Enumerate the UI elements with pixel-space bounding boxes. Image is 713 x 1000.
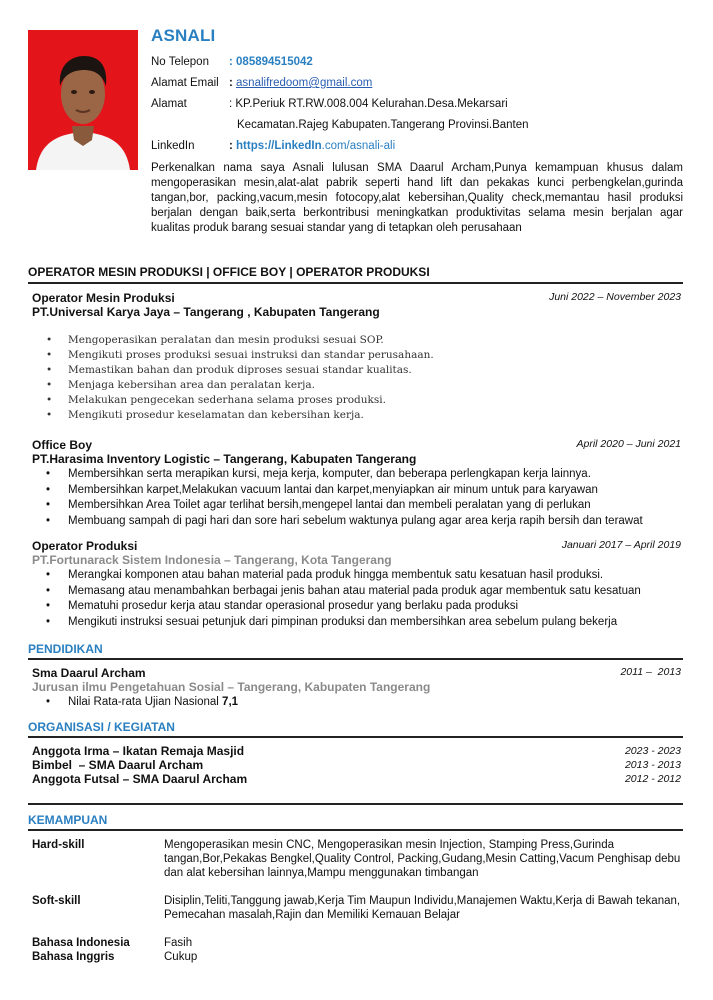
list-item: • Mengoperasikan peralatan dan mesin produksi sesuai SOP. — [46, 333, 681, 348]
soft-skill-label: Soft-skill — [32, 895, 81, 907]
linkedin-link[interactable] — [236, 140, 395, 152]
organization-divider — [28, 736, 683, 738]
organization-title: Anggota Futsal – SMA Daarul Archam — [32, 772, 248, 786]
profile-photo — [28, 30, 138, 170]
organization-title: Anggota Irma – Ikatan Remaja Masjid — [32, 744, 245, 758]
list-item: • Melakukan pengecekan sederhana selama proses produksi. — [46, 393, 681, 408]
list-item: • Mengikuti prosedur keselamatan dan kebersihan kerja. — [46, 408, 681, 423]
job-date: April 2020 – Juni 2021 — [576, 438, 681, 450]
list-item — [32, 772, 681, 786]
hard-skill-row — [32, 838, 681, 880]
soft-skill-row — [32, 894, 681, 922]
list-item: • Merangkai komponen atau bahan material pada produk hingga membentuk satu kesatuan hasil produksi. — [46, 568, 681, 584]
education-date: 2011 – 2013 — [620, 666, 681, 678]
job-title: Office Boy — [32, 438, 93, 452]
language-label: Bahasa Indonesia — [32, 937, 130, 949]
language-level: Cukup — [164, 951, 198, 963]
linkedin-colon: : — [229, 140, 237, 152]
list-item: • Membuang sampah di pagi hari dan sore hari sebelum waktunya pulang agar area kerja rapih bersih dan terawat — [46, 514, 681, 530]
grade-value: 7,1 — [222, 696, 239, 708]
profile-header — [151, 26, 683, 236]
education-heading: PENDIDIKAN — [28, 642, 103, 656]
job-title: Operator Mesin Produksi — [32, 291, 175, 305]
profile-summary: Perkenalkan nama saya Asnali lulusan SMA Daarul Archam,Punya kemampuan khusus dalam mengoperasikan mesin,alat-alat pabrik seperti hand lift dan pekakas kunci perbengkelan,gurinda tangan,bor, packing,vacum,mesin fotocopy,alat kebersihan,Quality check,memantau hasil produksi berjalan dengan baik,serta berkontribusi meningkatkan produktivitas selama mesin berjalan agar kualitas produk barang sesuai standar yang di tetapkan oleh perusahaan — [151, 162, 683, 234]
experience-divider — [28, 282, 683, 284]
skills-divider — [28, 829, 683, 831]
organization-date: 2013 - 2013 — [624, 759, 681, 771]
organization-list — [32, 744, 681, 786]
list-item — [46, 695, 681, 711]
job-date: Juni 2022 – November 2023 — [549, 291, 681, 303]
list-item: • Mematuhi prosedur kerja atau standar operasional prosedur yang berlaku pada produksi — [46, 599, 681, 615]
email-link[interactable]: asnalifredoom@gmail.com — [236, 77, 373, 89]
skills-top-divider — [28, 803, 683, 805]
list-item: • Membersihkan serta merapikan kursi, meja kerja, komputer, dan beberapa perlengkapan kerja lainnya. — [46, 467, 681, 483]
address-line-1: : KP.Periuk RT.RW.008.004 Kelurahan.Desa.Mekarsari — [229, 98, 508, 110]
education-list — [46, 695, 681, 711]
job-company: PT.Harasima Inventory Logistic – Tangerang, Kabupaten Tangerang — [32, 452, 417, 466]
address-line-2: Kecamatan.Rajeg Kabupaten.Tangerang Provinsi.Banten — [237, 119, 529, 131]
education-entry — [32, 666, 681, 711]
job-entry — [32, 291, 681, 423]
list-item: • Mengikuti proses produksi sesuai instruksi dan standar perusahaan. — [46, 348, 681, 363]
hard-skill-label: Hard-skill — [32, 839, 85, 851]
job-entry — [32, 438, 681, 529]
experience-heading: OPERATOR MESIN PRODUKSI | OFFICE BOY | OPERATOR PRODUKSI — [28, 265, 430, 279]
list-item — [32, 758, 681, 772]
linkedin-label: LinkedIn — [151, 140, 195, 152]
job-duties-list — [46, 467, 681, 529]
list-item — [32, 744, 681, 758]
job-date: Januari 2017 – April 2019 — [561, 539, 681, 551]
soft-skill-text: Disiplin,Teliti,Tanggung jawab,Kerja Tim Maupun Individu,Manajemen Waktu,Kerja di Bawah tekanan, Pemecahan masalah,Rajin dan Memiliki Kemauan Belajar — [164, 895, 681, 921]
list-item: • Memasang atau menambahkan berbagai jenis bahan atau material pada produk agar membentuk satu kesatuan — [46, 584, 681, 600]
list-item: • Menjaga kebersihan area dan peralatan kerja. — [46, 378, 681, 393]
email-label: Alamat Email — [151, 77, 219, 89]
job-company: PT.Fortunarack Sistem Indonesia – Tangerang, Kota Tangerang — [32, 553, 392, 567]
organization-date: 2012 - 2012 — [624, 773, 681, 785]
language-level: Fasih — [164, 937, 193, 949]
phone-number: : 085894515042 — [229, 56, 313, 68]
language-row — [32, 936, 681, 950]
hard-skill-text: Mengoperasikan mesin CNC, Mengoperasikan mesin Injection, Stamping Press,Gurinda tangan,Bor,Pekakas Bengkel,Quality Control, Packing,Gudang,Mesin Catting,Vacum Penghisap debu dan alat kebersihan lainnya,Mampu menggunakan timbangan — [164, 839, 681, 879]
list-item: • Membersihkan karpet,Melakukan vacuum lantai dan karpet,menyiapkan air minum untuk para karyawan — [46, 483, 681, 499]
education-major: Jurusan ilmu Pengetahuan Sosial – Tangerang, Kabupaten Tangerang — [32, 680, 431, 694]
list-item: • Memastikan bahan dan produk diproses sesuai standar kualitas. — [46, 363, 681, 378]
job-duties-list — [46, 333, 681, 423]
organization-heading: ORGANISASI / KEGIATAN — [28, 720, 175, 734]
email-colon: : — [229, 77, 237, 89]
organization-title: Bimbel – SMA Daarul Archam — [32, 758, 204, 772]
linkedin-link-main: https://LinkedIn — [236, 140, 322, 152]
language-row — [32, 950, 681, 964]
grade-label: Nilai Rata-rata Ujian Nasional — [68, 696, 223, 708]
linkedin-link-rest: .com/asnali-ali — [321, 140, 396, 152]
job-title: Operator Produksi — [32, 539, 138, 553]
skills-heading: KEMAMPUAN — [28, 813, 108, 827]
phone-label: No Telepon — [151, 56, 209, 68]
job-entry — [32, 539, 681, 630]
job-duties-list — [46, 568, 681, 630]
language-label: Bahasa Inggris — [32, 951, 115, 963]
address-label: Alamat — [151, 98, 187, 110]
education-divider — [28, 658, 683, 660]
list-item: • Mengikuti instruksi sesuai petunjuk dari pimpinan produksi dan membersihkan area sebelum pulang bekerja — [46, 615, 681, 631]
school-name: Sma Daarul Archam — [32, 666, 146, 680]
job-company: PT.Universal Karya Jaya – Tangerang , Kabupaten Tangerang — [32, 305, 380, 319]
person-name: ASNALI — [151, 26, 216, 45]
organization-date: 2023 - 2023 — [624, 745, 681, 757]
person-portrait-icon — [28, 30, 138, 170]
list-item: • Membersihkan Area Toilet agar terlihat bersih,mengepel lantai dan membeli peralatan yang di perlukan — [46, 498, 681, 514]
